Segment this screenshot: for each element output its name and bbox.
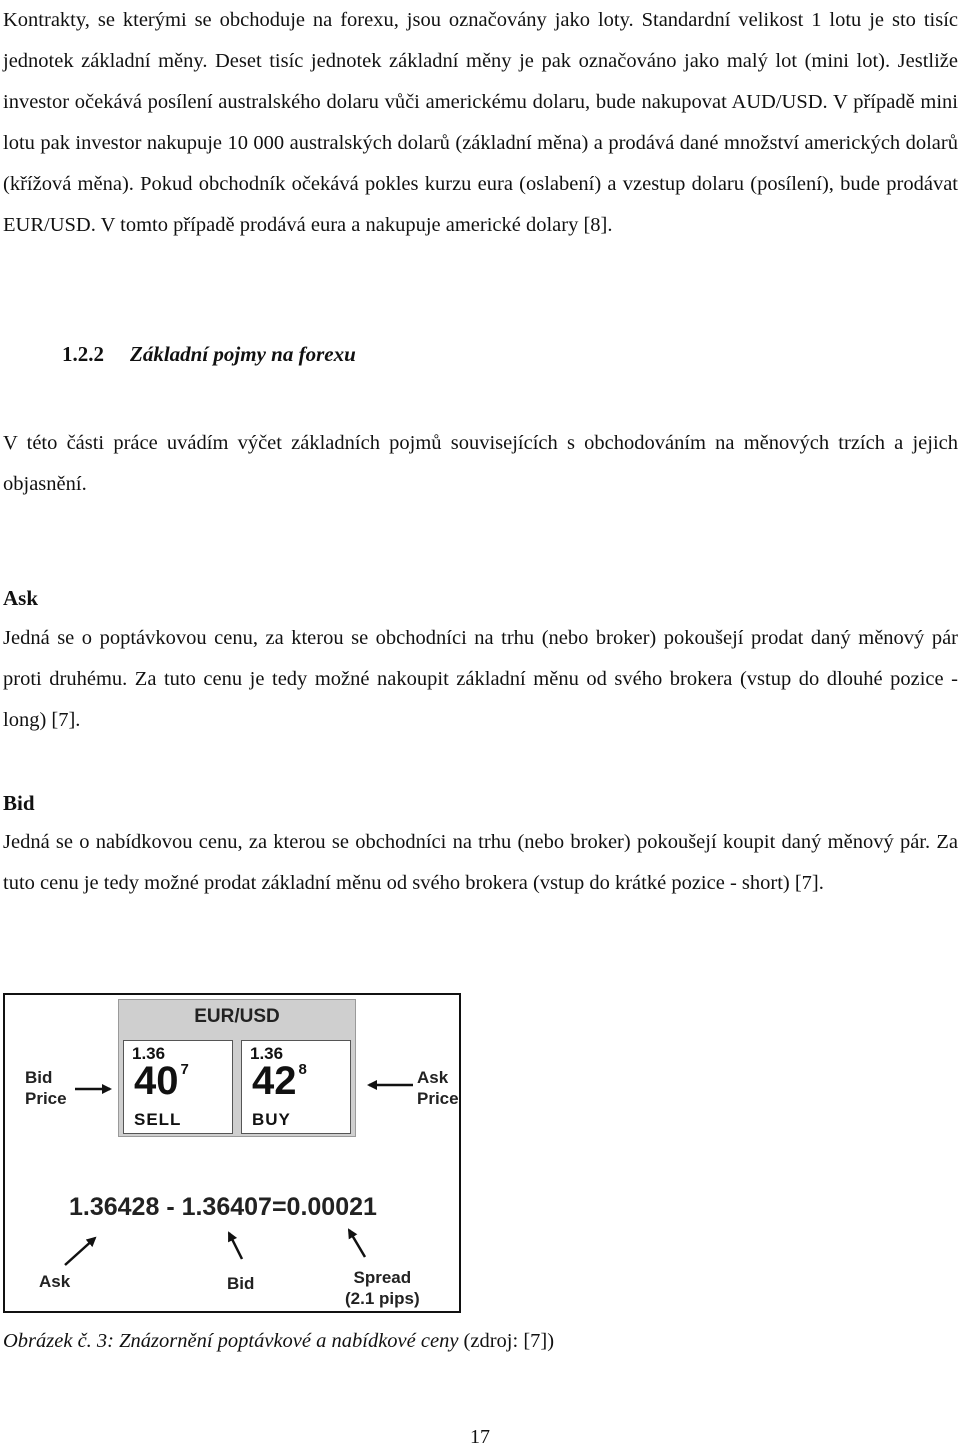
term-ask-heading: Ask — [3, 586, 39, 610]
section-intro-paragraph: V této části práce uvádím výčet základních pojmů souvisejících s obchodováním na měnových trzích a jejich objasnění. — [3, 432, 958, 495]
figure-arrows — [5, 995, 461, 1313]
term-ask-definition: Jedná se o poptávkovou cenu, za kterou se obchodníci na trhu (nebo broker) pokoušejí prodat daný měnový pár proti druhému. Za tuto cenu je tedy možné nakoupit základní měnu od svého brokera (vstup do dlouhé pozice - long) [7]. — [3, 627, 958, 731]
spread-pips: (2.1 pips) — [345, 1289, 420, 1308]
section-number: 1.2.2 — [62, 342, 104, 366]
buy-big-digits: 42 — [252, 1059, 297, 1103]
buy-prefix: 1.36 — [250, 1044, 284, 1063]
term-bid-definition: Jedná se o nabídkovou cenu, za kterou se obchodníci na trhu (nebo broker) pokoušejí koupit daný měnový pár. Za tuto cenu je tedy možné prodat základní měnu od svého brokera (vstup do krátké pozice - short) [7]. — [3, 831, 958, 894]
figure-caption — [3, 1330, 554, 1353]
sell-pip-digit: 7 — [180, 1061, 189, 1078]
caption-title: Obrázek č. 3: Znázornění poptávkové a nabídkové ceny — [3, 1330, 459, 1352]
term-bid-heading: Bid — [3, 791, 35, 815]
intro-paragraph: Kontrakty, se kterými se obchoduje na forexu, jsou označovány jako loty. Standardní velikost 1 lotu je sto tisíc jednotek základní měny. Deset tisíc jednotek základní měny je pak označováno jako malý lot (mini lot). Jestliže investor očekává posílení australského dolaru vůči americkému dolaru, bude nakupovat AUD/USD. V případě mini lotu pak investor nakupuje 10 000 australských dolarů (základní měna) a prodává dané množství amerických dolarů (křížová měna). Pokud obchodník očekává pokles kurzu eura (oslabení) a vzestup dolaru (posílení), bude prodávat EUR/USD. V tomto případě prodává eura a nakupuje americké dolary [8]. — [3, 9, 958, 236]
bid-label: Bid — [227, 1274, 255, 1293]
section-heading — [62, 342, 356, 367]
ask-price-label: Ask Price — [417, 1068, 459, 1108]
sell-label: SELL — [134, 1110, 182, 1129]
buy-label: BUY — [252, 1110, 291, 1129]
spread-pointer-arrow — [349, 1230, 365, 1257]
bid-price-label: Bid Price — [25, 1068, 67, 1108]
bid-pointer-arrow — [229, 1233, 242, 1259]
spread-formula: 1.36428 - 1.36407=0.00021 — [69, 1193, 377, 1221]
ask-pointer-arrow — [65, 1238, 95, 1265]
sell-big-digits: 40 — [134, 1059, 179, 1103]
bid-ask-figure — [3, 993, 461, 1313]
buy-pip-digit: 8 — [298, 1061, 307, 1078]
currency-pair-title: EUR/USD — [194, 1006, 280, 1027]
spread-label: Spread (2.1 pips) — [345, 1268, 420, 1308]
ask-label: Ask — [39, 1272, 71, 1291]
sell-prefix: 1.36 — [132, 1044, 166, 1063]
page-number: 17 — [470, 1426, 490, 1448]
caption-source: (zdroj: [7]) — [458, 1330, 555, 1352]
section-title: Základní pojmy na forexu — [130, 342, 356, 366]
